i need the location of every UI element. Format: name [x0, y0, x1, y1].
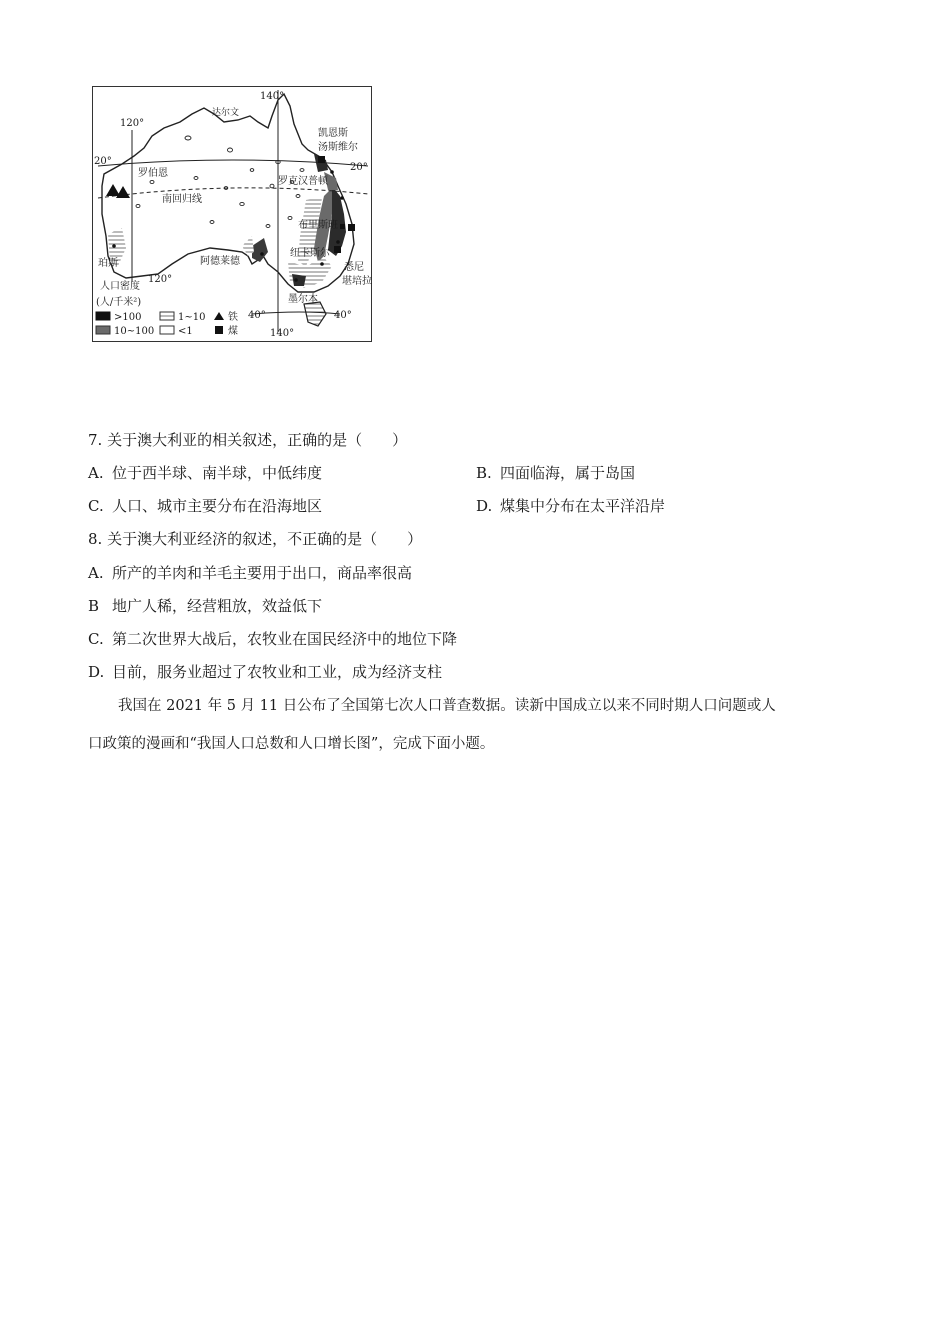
label-port-hedland: 罗伯恩: [138, 168, 168, 179]
legend-10-100: 10~100: [114, 326, 155, 337]
label-sydney: 悉尼: [344, 262, 364, 273]
legend-coal: 煤: [228, 326, 238, 337]
label-lon120-top: 120°: [120, 118, 145, 129]
q7-option-c: C. 人口、城市主要分布在沿海地区: [88, 497, 323, 515]
label-newcastle: 纽卡斯尔: [290, 248, 330, 259]
label-lat40-right: 40°: [334, 310, 352, 321]
density-melbourne: [292, 274, 306, 286]
label-lon120-bottom: 120°: [148, 274, 173, 285]
label-townsville: 汤斯维尔: [318, 142, 358, 153]
label-lon140-bottom: 140°: [270, 328, 295, 339]
label-canberra: 堪培拉: [342, 276, 372, 287]
label-darwin: 达尔文: [212, 108, 240, 118]
q8-option-c: C. 第二次世界大战后，农牧业在国民经济中的地位下降: [88, 630, 458, 648]
legend-gt100: >100: [114, 312, 142, 323]
label-tropic: 南回归线: [162, 194, 202, 205]
q8-stem: 8. 关于澳大利亚经济的叙述，不正确的是（ ）: [88, 530, 423, 548]
legend-title-2: (人/千米²): [96, 297, 142, 308]
label-lon140-top: 140°: [260, 91, 285, 102]
passage-line-2: 口政策的漫画和“我国人口总数和人口增长图”，完成下面小题。: [88, 736, 495, 752]
q7-option-a: A. 位于西半球、南半球，中低纬度: [88, 464, 323, 482]
label-brisbane: 布里斯班: [298, 220, 338, 231]
australia-map: [92, 86, 372, 342]
label-lat40-left: 40°: [248, 310, 266, 321]
legend-lt1: <1: [178, 326, 193, 337]
q7-stem: 7. 关于澳大利亚的相关叙述，正确的是（ ）: [88, 431, 408, 449]
label-melbourne: 墨尔本: [288, 294, 318, 305]
label-adelaide: 阿德莱德: [200, 256, 240, 267]
label-perth: 珀斯: [98, 258, 118, 269]
legend-title-1: 人口密度: [100, 281, 140, 292]
passage-line-1: 我国在 2021 年 5 月 11 日公布了全国第七次人口普查数据。读新中国成立以来不同时期人口问题或人: [118, 698, 776, 714]
q8-option-a: A. 所产的羊肉和羊毛主要用于出口，商品率很高: [88, 564, 413, 582]
q7-option-b: B. 四面临海，属于岛国: [476, 464, 636, 482]
q7-option-d: D. 煤集中分布在太平洋沿岸: [476, 497, 666, 515]
q8-option-d: D. 目前，服务业超过了农牧业和工业，成为经济支柱: [88, 663, 443, 681]
label-lat20-left: 20°: [94, 156, 112, 167]
q8-option-b: B 地广人稀，经营粗放，效益低下: [88, 597, 323, 615]
legend-1-10: 1~10: [178, 312, 206, 323]
label-lat20-right: 20°: [350, 162, 368, 173]
legend-iron: 铁: [228, 312, 238, 323]
label-cairns: 凯恩斯: [318, 128, 348, 139]
label-rockhampton: 罗克汉普顿: [278, 176, 328, 187]
